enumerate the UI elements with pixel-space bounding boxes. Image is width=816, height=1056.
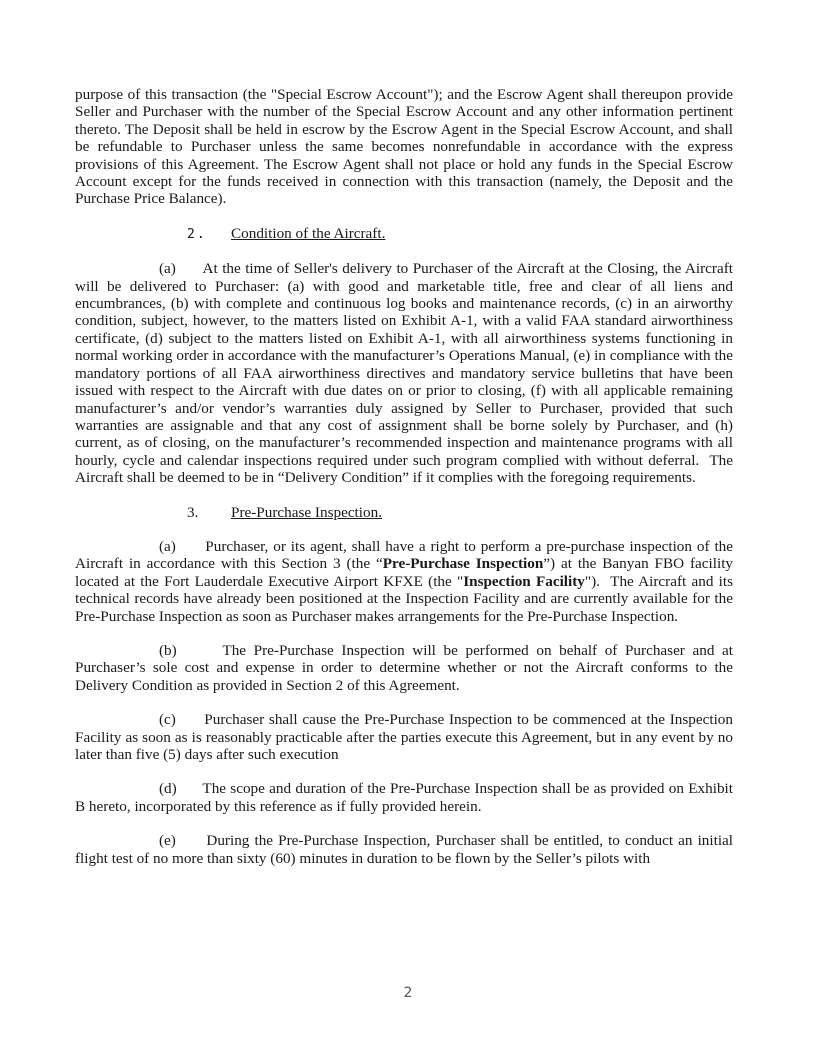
section-3a-paragraph — [75, 538, 733, 625]
section-3b-paragraph: (b) The Pre-Purchase Inspection will be performed on behalf of Purchaser and at Purchaser’s sole cost and expense in order to determine whether or not the Aircraft conforms to the Delivery Condition as provided in Section 2 of this Agreement. — [75, 641, 733, 694]
section-3-number: 3. — [187, 503, 199, 521]
section-3c-paragraph: (c) Purchaser shall cause the Pre-Purchase Inspection to be commenced at the Inspection Facility as soon as is reasonably practicable after the parties execute this Agreement, but in any event by no later than five (5) days after such execution — [75, 711, 733, 763]
section-2-heading — [187, 225, 733, 243]
section-2-number: 2. — [187, 226, 207, 242]
term-pre-purchase-inspection: Pre-Purchase Inspection — [382, 555, 544, 573]
section-3-heading — [187, 504, 733, 521]
document-body — [75, 86, 733, 867]
section-3e-paragraph: (e) During the Pre-Purchase Inspection, Purchaser shall be entitled, to conduct an initial flight test of no more than sixty (60) minutes in duration to be flown by the Seller’s pilots with — [75, 832, 733, 867]
section-3-title: Pre-Purchase Inspection. — [231, 503, 382, 521]
section-3d-paragraph: (d) The scope and duration of the Pre-Purchase Inspection shall be as provided on Exhibit B hereto, incorporated by this reference as if fully provided herein. — [75, 780, 733, 815]
section-2a-paragraph: (a) At the time of Seller's delivery to Purchaser of the Aircraft at the Closing, the Aircraft will be delivered to Purchaser: (a) with good and marketable title, free and clear of all liens and encumbrances, (b) with complete and continuous log books and maintenance records, (c) in an airworthy condition, subject, however, to the matters listed on Exhibit A-1, with a valid FAA standard airworthiness certificate, (d) subject to the matters listed on Exhibit A-1, with all airworthiness systems functioning in normal working order in accordance with the manufacturer’s Operations Manual, (e) in compliance with the mandatory portions of all FAA airworthiness directives and mandatory service bulletins that have been issued with respect to the Aircraft with due dates on or prior to closing, (f) with all applicable remaining manufacturer’s and/or vendor’s warranties duly assigned by Seller to Purchaser, provided that such warranties are assignable and that any cost of assignment shall be borne solely by Purchaser, and (h) current, as of closing, on the manufacturer’s recommended inspection and maintenance programs with all hourly, cycle and calendar inspections required under such program complied with without deferral. The Aircraft shall be deemed to be in “Delivery Condition” if it complies with the foregoing requirements. — [75, 260, 733, 487]
escrow-account-paragraph: purpose of this transaction (the "Special Escrow Account"); and the Escrow Agent shall thereupon provide Seller and Purchaser with the number of the Special Escrow Account and any other information pertinent thereto. The Deposit shall be held in escrow by the Escrow Agent in the Special Escrow Account, and shall be refundable to Purchaser unless the same becomes nonrefundable in accordance with the express provisions of this Agreement. The Escrow Agent shall not place or hold any funds in the Special Escrow Account except for the funds received in connection with this transaction (namely, the Deposit and the Purchase Price Balance). — [75, 86, 733, 208]
section-2-title: Condition of the Aircraft. — [231, 224, 386, 242]
section-3a-text-3: "). The Aircraft and its technical records have already been positioned at the Inspection Facility and are currently available for the Pre-Purchase Inspection as soon as Purchaser makes arrangements for the Pre-Purchase Inspection. — [75, 572, 734, 625]
section-3a-text-2: ”) at the Banyan FBO facility located at the Fort Lauderdale Executive Airport KFXE (the " — [75, 555, 734, 590]
section-3a-text-1: (a) Purchaser, or its agent, shall have a right to perform a pre-purchase inspection of the Aircraft in accordance with this Section 3 (the “ — [75, 537, 733, 573]
term-inspection-facility: Inspection Facility — [463, 572, 585, 590]
page-number: 2 — [403, 985, 413, 1001]
